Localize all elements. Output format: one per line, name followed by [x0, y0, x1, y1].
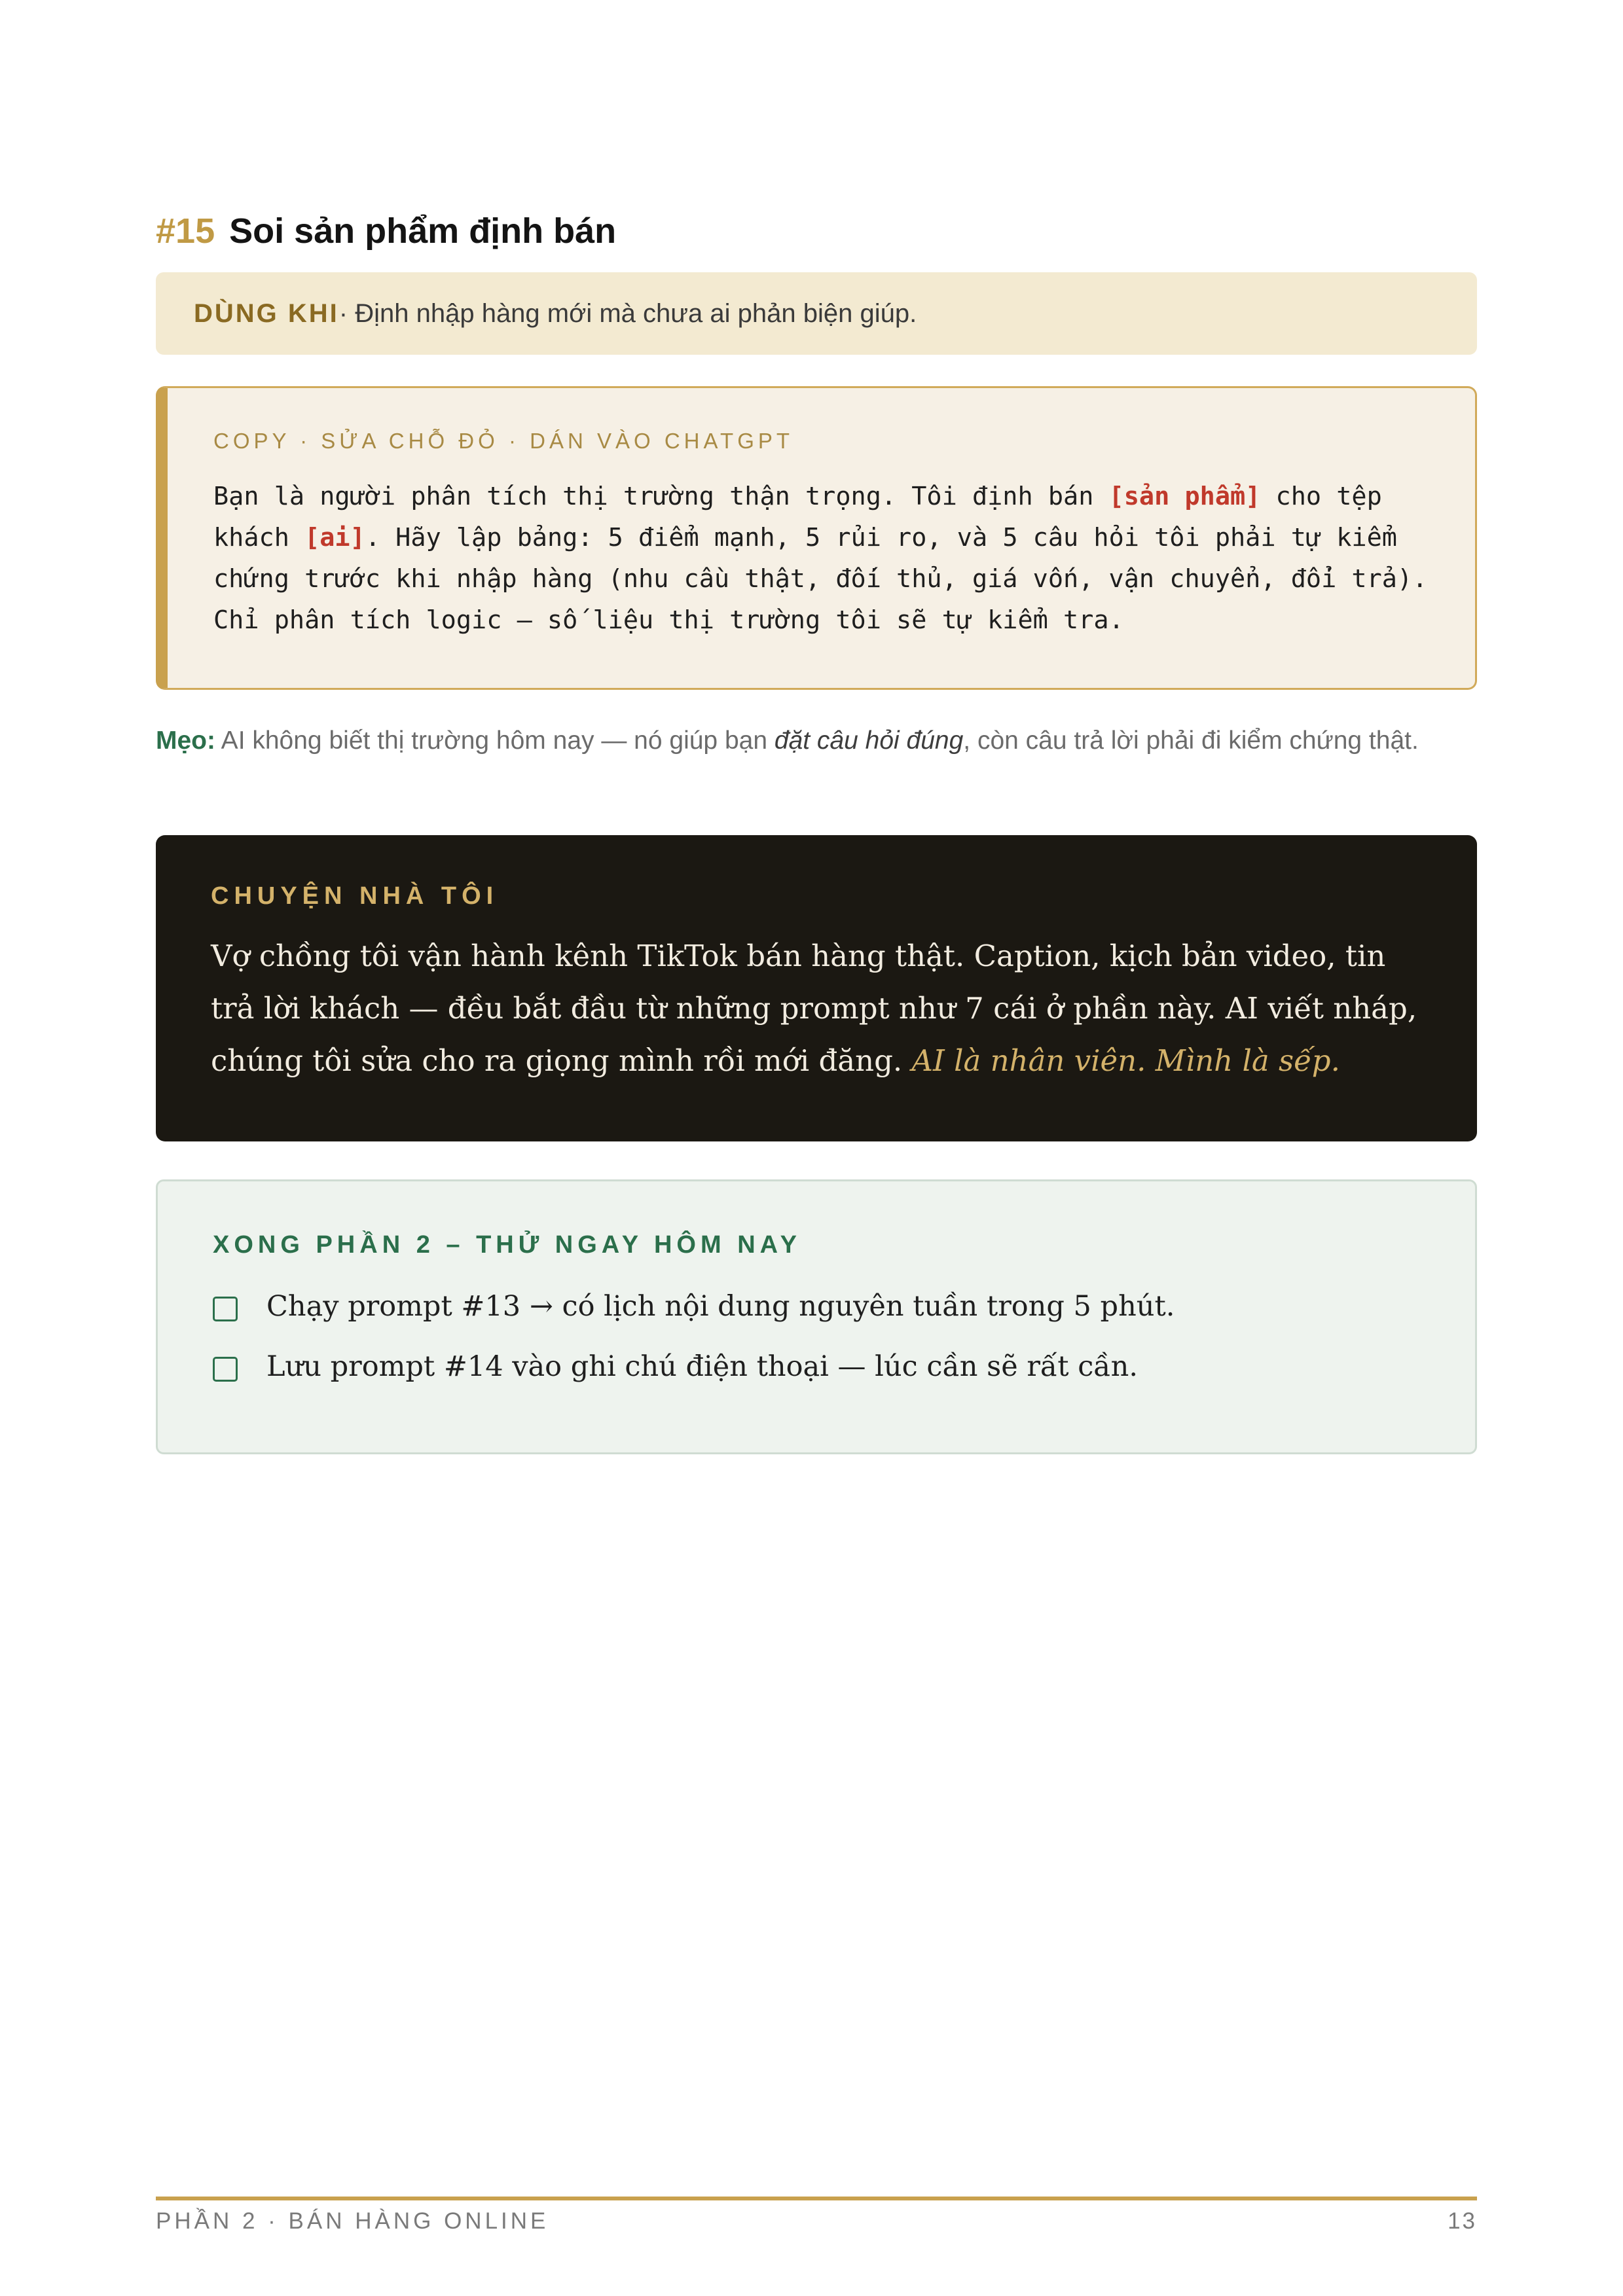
- story-card: [156, 835, 1477, 1141]
- footer-section-label: PHẦN 2 · BÁN HÀNG ONLINE: [156, 2208, 549, 2234]
- tip: [156, 723, 1477, 759]
- tip-text: , còn câu trả lời phải đi kiểm chứng thật.: [963, 726, 1419, 755]
- story-body: [211, 930, 1422, 1087]
- tip-label: Mẹo:: [156, 726, 215, 755]
- when-to-use-box: [156, 272, 1477, 355]
- checklist-card: [156, 1179, 1477, 1454]
- checklist-item-text: Chạy prompt #13 → có lịch nội dung nguyên tuần trong 5 phút.: [266, 1290, 1175, 1323]
- checklist-item-text: Lưu prompt #14 vào ghi chú điện thoại — lúc cần sẽ rất cần.: [266, 1350, 1139, 1383]
- checklist-title: XONG PHẦN 2 – THỬ NGAY HÔM NAY: [213, 1231, 801, 1259]
- prompt-card[interactable]: [156, 386, 1477, 690]
- story-highlight: AI là nhân viên. Mình là sếp.: [911, 1043, 1340, 1078]
- when-to-use-label: DÙNG KHI: [194, 298, 339, 328]
- checklist-item[interactable]: [213, 1336, 1420, 1397]
- prompt-heading: [156, 208, 616, 254]
- prompt-number: #15: [156, 211, 215, 251]
- checkbox-icon[interactable]: [213, 1357, 238, 1382]
- prompt-text[interactable]: [213, 476, 1429, 641]
- footer-rule: [156, 2197, 1477, 2200]
- prompt-title: Soi sản phẩm định bán: [229, 211, 617, 251]
- prompt-text-part: cho tệp khách: [213, 482, 1382, 552]
- tip-text: AI không biết thị trường hôm nay — nó giúp bạn: [215, 726, 775, 755]
- prompt-text-part: . Hãy lập bảng: 5 điểm mạnh, 5 rủi ro, và 5 câu hỏi tôi phải tự kiểm chứng trước khi nhập hàng (nhu cầu thật, đối thủ, giá vốn, vận chuyển, đổi trả). Chỉ phân tích logic — số liệu thị trường tôi sẽ tự kiểm tra.: [213, 523, 1428, 635]
- story-text: Vợ chồng tôi vận hành kênh TikTok bán hàng thật. Caption, kịch bản video, tin trả lời khách — đều bắt đầu từ những prompt như 7 cái ở phần này. AI viết nháp, chúng tôi sửa cho ra giọng mình rồi mới đăng.: [211, 939, 1417, 1078]
- page-number: 13: [1448, 2208, 1477, 2234]
- when-to-use-text: · Định nhập hàng mới mà chưa ai phản biện giúp.: [338, 298, 917, 328]
- placeholder-product: [sản phẩm]: [1108, 482, 1261, 511]
- checklist-item[interactable]: [213, 1276, 1420, 1336]
- prompt-card-kicker: COPY · SỬA CHỖ ĐỎ · DÁN VÀO CHATGPT: [213, 429, 794, 453]
- placeholder-audience: [ai]: [304, 523, 365, 552]
- prompt-text-part: Bạn là người phân tích thị trường thận trọng. Tôi định bán: [213, 482, 1109, 511]
- page: [156, 0, 1477, 2296]
- tip-emphasis: đặt câu hỏi đúng: [774, 726, 964, 755]
- story-kicker: CHUYỆN NHÀ TÔI: [211, 882, 499, 910]
- checkbox-icon[interactable]: [213, 1297, 238, 1321]
